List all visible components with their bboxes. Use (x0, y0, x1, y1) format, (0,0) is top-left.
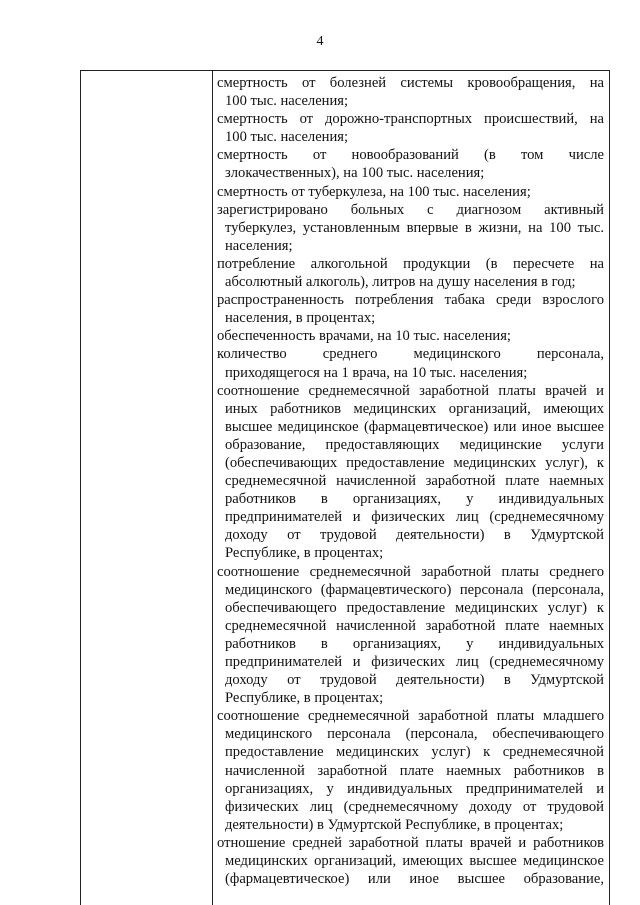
text-line: иных работников медицинских организаций, имеющих (225, 400, 604, 417)
text-line: смертность от болезней системы кровообращения, на (217, 75, 604, 91)
text-line: работников в организациях, у индивидуальных (225, 635, 604, 652)
text-line: 100 тыс. населения; (225, 129, 349, 146)
text-line: предпринимателей и физических лиц (среднемесячному (225, 509, 604, 526)
text-line: соотношение среднемесячной заработной платы младшего (217, 708, 604, 725)
text-line: деятельности) в Удмуртской Республике, в процентах; (225, 816, 564, 833)
text-line: (фармацевтическое) или иное высшее образование, (225, 871, 604, 888)
text-line: медицинского (фармацевтического) персонала (персонала, (225, 581, 604, 598)
indicators-table (80, 70, 610, 905)
text-line: туберкулез, установленным впервые в жизни, на 100 тыс. (225, 219, 604, 236)
text-line: абсолютный алкоголь), литров на душу населения в год; (225, 274, 576, 291)
text-line: приходящегося на 1 врача, на 10 тыс. населения; (225, 364, 528, 381)
text-line: Республике, в процентах; (225, 545, 384, 562)
text-line: физических лиц (среднемесячному доходу от трудовой (225, 798, 604, 815)
text-line: смертность от новообразований (в том числе (217, 147, 604, 164)
text-line: доходу от трудовой деятельности) в Удмуртской (225, 672, 604, 689)
table-right-column (217, 74, 604, 888)
table-left-column (81, 71, 213, 905)
text-line: медицинского персонала (персонала, обеспечивающего (225, 726, 604, 743)
text-line: предоставление медицинских услуг) к среднемесячной (225, 744, 604, 761)
text-line: 100 тыс. населения; (225, 93, 349, 110)
text-line: соотношение среднемесячной заработной платы врачей и (217, 382, 604, 399)
text-line: количество среднего медицинского персонала, (217, 346, 604, 363)
text-line: обеспечивающего предоставление медицинских услуг) к (225, 599, 604, 616)
page-number: 4 (316, 34, 324, 49)
text-line: доходу от трудовой деятельности) в Удмуртской (225, 527, 604, 544)
text-line: соотношение среднемесячной заработной платы среднего (217, 563, 604, 580)
text-line: потребление алкогольной продукции (в пересчете на (217, 255, 604, 272)
text-line: смертность от туберкулеза, на 100 тыс. населения; (217, 183, 531, 200)
text-line: обеспеченность врачами, на 10 тыс. населения; (217, 328, 511, 345)
text-line: организациях, у индивидуальных предпринимателей и (225, 780, 604, 797)
text-line: смертность от дорожно-транспортных происшествий, на (217, 111, 604, 128)
text-line: среднемесячной начисленной заработной плате наемных (225, 473, 604, 490)
text-line: населения; (225, 237, 293, 254)
text-line: среднемесячной начисленной заработной плате наемных (225, 617, 604, 634)
text-line: медицинских организаций, имеющих высшее медицинское (225, 853, 604, 870)
text-line: Республике, в процентах; (225, 690, 384, 707)
text-line: населения, в процентах; (225, 310, 376, 327)
text-line: (обеспечивающих предоставление медицинских услуг), к (225, 454, 604, 471)
text-line: работников в организациях, у индивидуальных (225, 491, 604, 508)
text-line: распространенность потребления табака среди взрослого (217, 292, 604, 309)
text-line: зарегистрировано больных с диагнозом активный (217, 201, 604, 218)
text-line: предпринимателей и физических лиц (среднемесячному (225, 654, 604, 670)
text-line: начисленной заработной плате наемных работников в (225, 762, 604, 779)
text-line: злокачественных), на 100 тыс. населения; (225, 165, 485, 182)
text-line: образование, предоставляющих медицинские услуги (225, 436, 604, 453)
text-line: отношение средней заработной платы врачей и работников (217, 834, 604, 851)
text-line: высшее медицинское (фармацевтическое) или иное высшее (225, 418, 604, 435)
